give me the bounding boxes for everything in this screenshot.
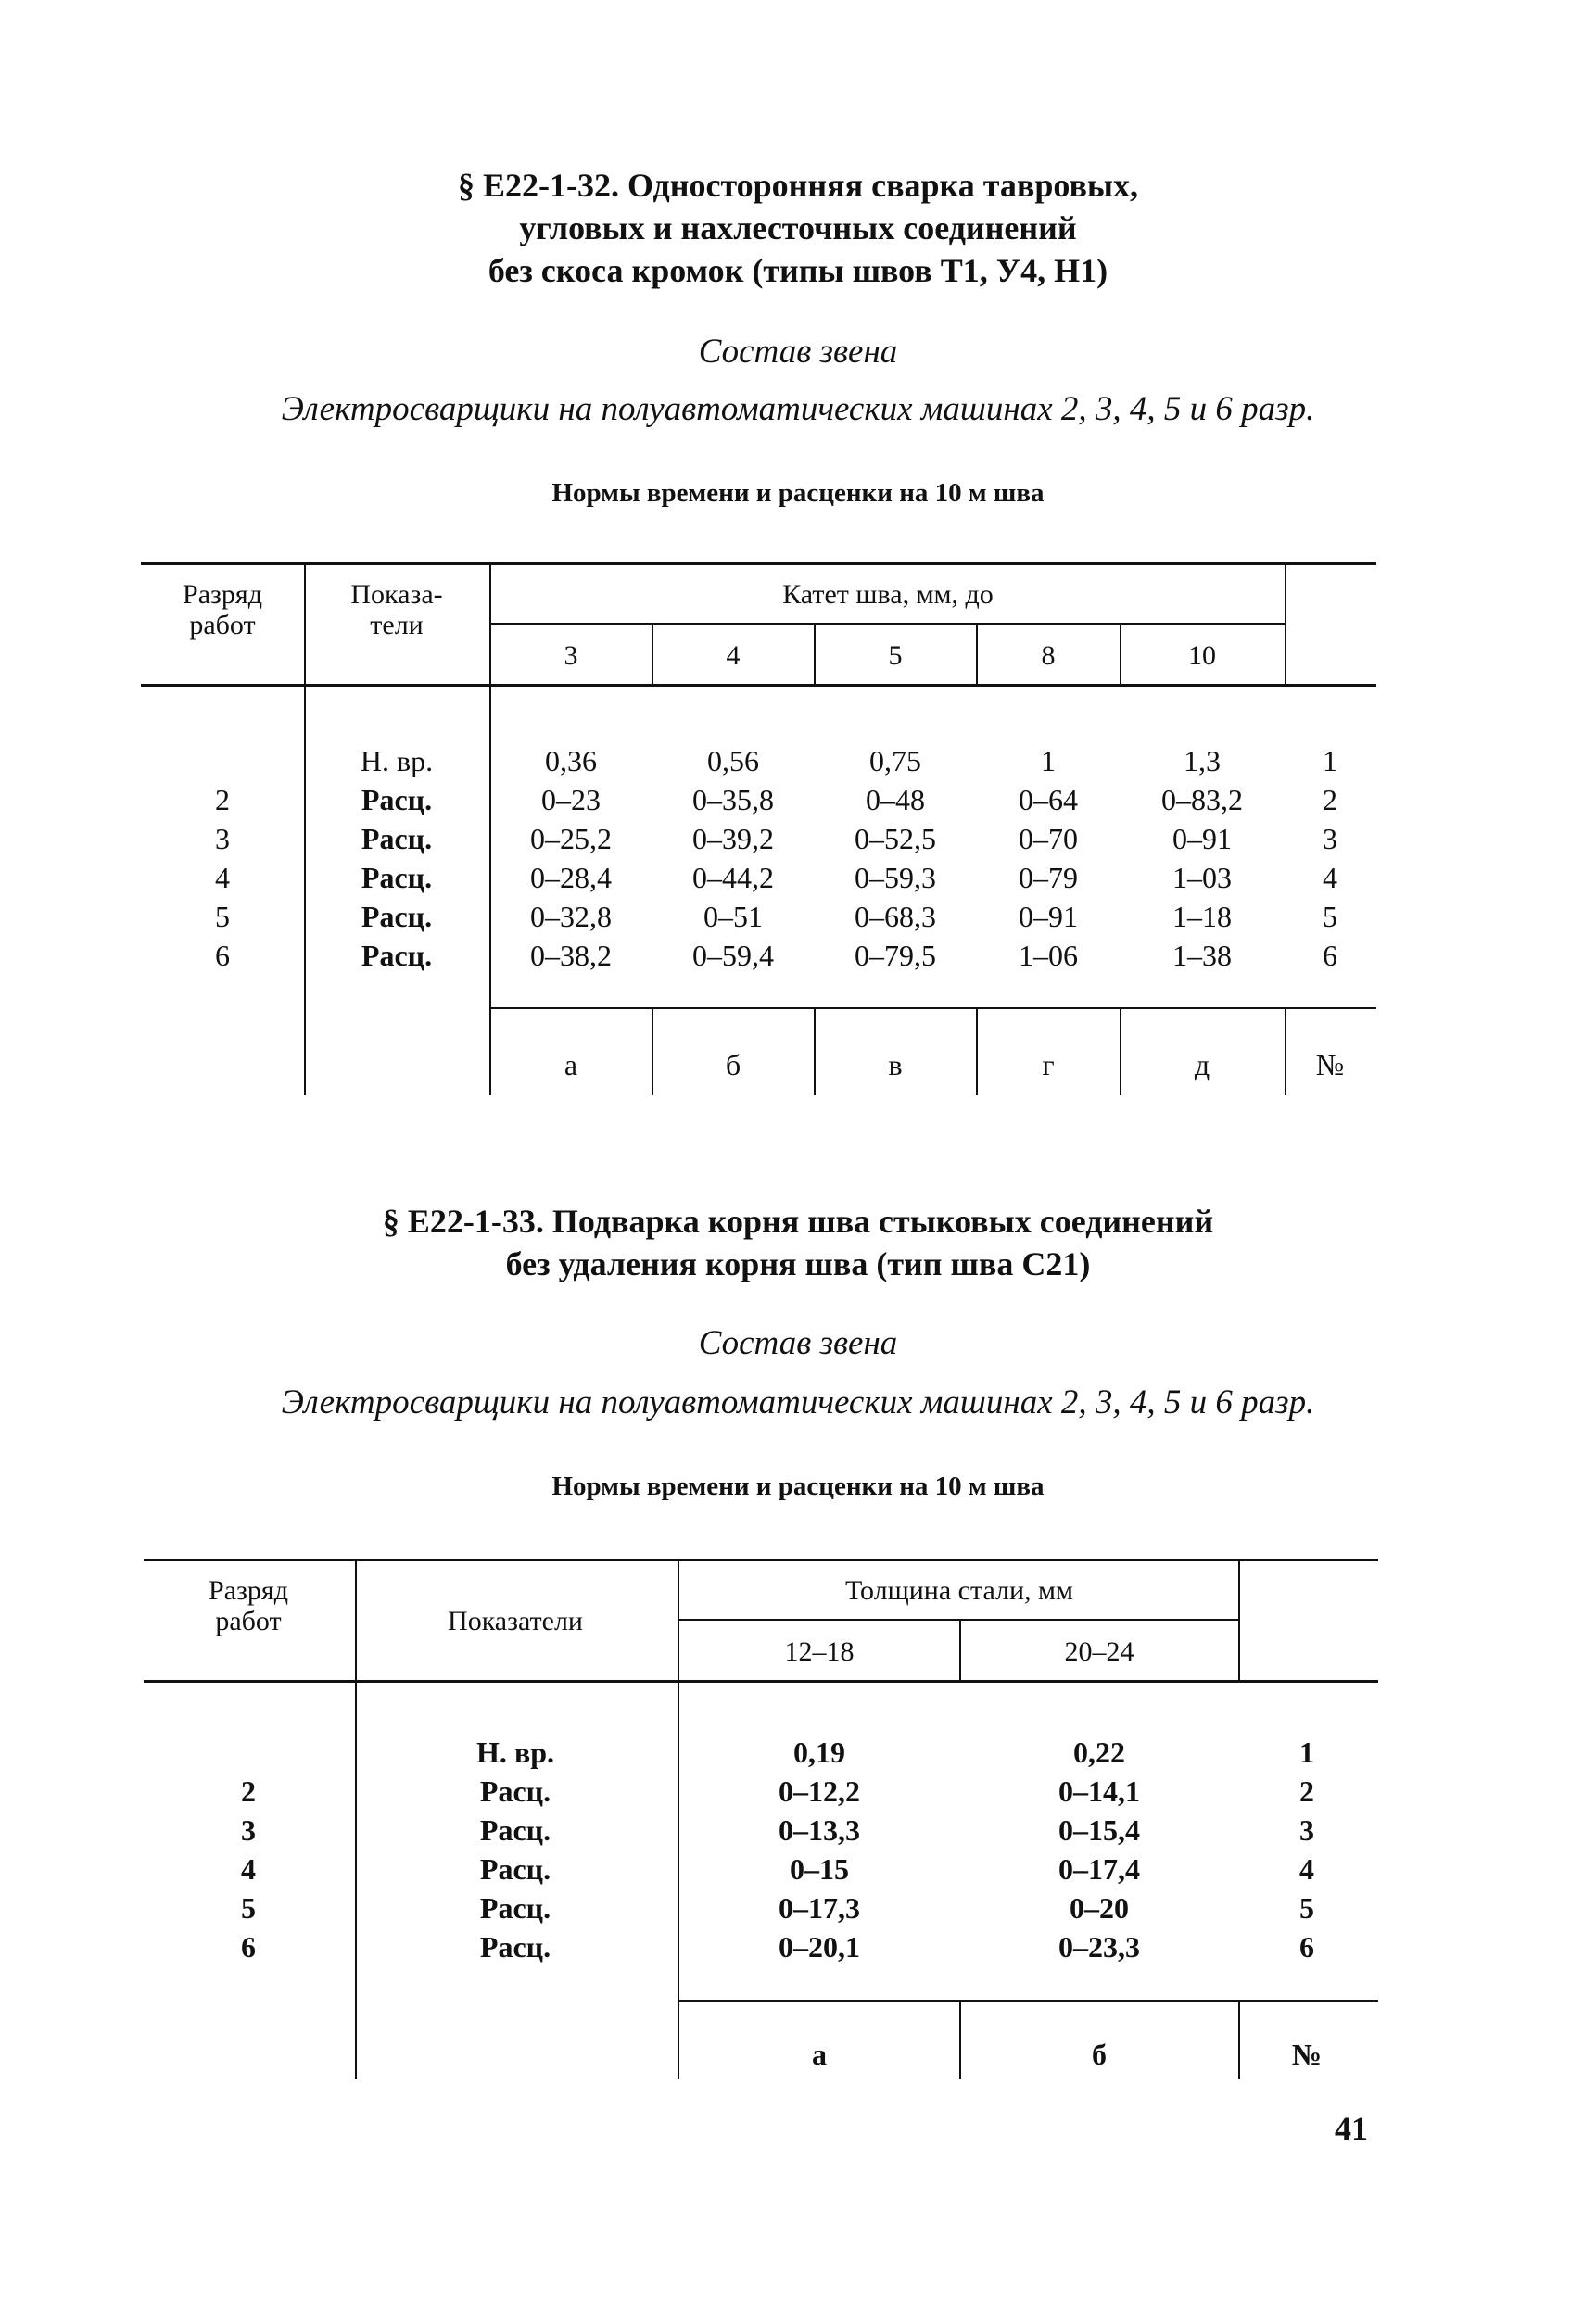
table-rule [959,1619,961,1680]
group-header: Катет шва, мм, до [782,579,994,610]
row-indicator: Н. вр. [476,1736,554,1769]
row-rank: 4 [215,861,230,894]
table-rule [304,562,306,1095]
row-indicator: Расц. [479,1930,551,1964]
table-rule [652,1007,653,1095]
size-header: 20–24 [1064,1636,1134,1667]
row-rank: 6 [215,939,230,972]
row-value: 0–15,4 [1058,1813,1140,1847]
section2-crew-text: Электросварщики на полуавтоматических машинах 2, 3, 4, 5 и 6 разр. [281,1383,1315,1421]
row-value: 1,3 [1184,744,1221,777]
row-indicator: Расц. [361,783,433,816]
table-rule [814,1007,816,1095]
col-rank-header-line2: работ [215,1606,282,1636]
section1-caption: Нормы времени и расценки на 10 м шва [551,478,1045,508]
col-indicator-header-line2: тели [370,610,424,640]
col-rank-header-line1: Разряд [209,1575,288,1606]
row-value: 0–68,3 [855,900,936,933]
table-rule [1238,2000,1240,2079]
row-number: 3 [1323,822,1337,855]
table-rule [814,623,816,684]
row-value: 1 [1041,744,1056,777]
row-value: 0–35,8 [692,783,774,816]
row-indicator: Расц. [479,1813,551,1847]
row-indicator: Расц. [361,861,433,894]
column-letter: г [1042,1048,1055,1081]
table-rule [1285,1007,1286,1095]
size-header: 10 [1188,640,1216,671]
row-value: 0–32,8 [530,900,612,933]
table-rule [1238,1559,1240,1680]
section2-title-line1: § Е22-1-33. Подварка корня шва стыковых соединений [382,1203,1214,1240]
section2-title-line2: без удаления корня шва (тип шва С21) [505,1245,1091,1282]
row-number: 2 [1323,783,1337,816]
table-rule [1120,1007,1121,1095]
row-value: 0,19 [793,1736,845,1769]
row-value: 0–59,3 [855,861,936,894]
row-value: 0–79 [1019,861,1078,894]
row-value: 0–14,1 [1058,1775,1140,1808]
row-rank: 2 [241,1775,256,1808]
row-value: 0–17,4 [1058,1852,1140,1886]
row-value: 0–13,3 [779,1813,860,1847]
size-header: 4 [726,640,741,671]
number-label: № [1315,1048,1345,1081]
table-rule [489,562,491,1095]
row-indicator: Расц. [361,822,433,855]
col-indicator-header-line1: Показа- [350,579,443,610]
page-number: 41 [1335,2110,1368,2147]
table-rule [141,562,1376,565]
row-value: 0,36 [545,744,597,777]
section1-title-line2: угловых и нахлесточных соединений [519,209,1077,246]
row-indicator: Расц. [479,1891,551,1925]
table-rule [652,623,653,684]
table-rule [976,1007,978,1095]
table-rule [491,623,1286,625]
row-rank: 2 [215,783,230,816]
table-rule [1120,623,1121,684]
section2-caption: Нормы времени и расценки на 10 м шва [551,1471,1045,1501]
table-rule [144,1559,1378,1561]
row-number: 1 [1323,744,1337,777]
number-label: № [1291,2038,1323,2071]
table-rule [679,2000,1378,2002]
table-rule [144,1680,1378,1683]
table-rule [355,1559,357,2079]
row-rank: 5 [215,900,230,933]
row-value: 0–12,2 [779,1775,860,1808]
row-rank: 6 [241,1930,256,1964]
row-number: 3 [1299,1813,1314,1847]
row-value: 0–83,2 [1161,783,1243,816]
col-rank-header-line2: работ [189,610,256,640]
row-value: 0–17,3 [779,1891,860,1925]
row-value: 0–51 [703,900,763,933]
row-indicator: Расц. [479,1852,551,1886]
size-header: 5 [888,640,903,671]
row-value: 0–20,1 [779,1930,860,1964]
row-value: 0–48 [866,783,925,816]
size-header: 3 [564,640,578,671]
row-indicator: Расц. [361,939,433,972]
row-value: 0,56 [707,744,759,777]
col-indicator-header: Показатели [448,1606,583,1636]
row-value: 0–59,4 [692,939,774,972]
row-number: 5 [1299,1891,1314,1925]
row-value: 0,75 [869,744,921,777]
row-value: 0–23 [541,783,601,816]
row-value: 0–64 [1019,783,1078,816]
row-value: 1–03 [1172,861,1232,894]
row-value: 0–28,4 [530,861,612,894]
column-letter: б [1092,2038,1107,2071]
row-value: 0–52,5 [855,822,936,855]
row-value: 0–25,2 [530,822,612,855]
row-value: 1–18 [1172,900,1232,933]
row-value: 0–79,5 [855,939,936,972]
row-value: 0–91 [1019,900,1078,933]
row-value: 0–70 [1019,822,1078,855]
row-indicator: Расц. [361,900,433,933]
row-value: 0–23,3 [1058,1930,1140,1964]
size-header: 8 [1041,640,1056,671]
row-rank: 4 [241,1852,256,1886]
table-rule [141,684,1376,687]
column-letter: а [564,1048,578,1081]
column-letter: в [888,1048,903,1081]
row-value: 0,22 [1073,1736,1125,1769]
row-number: 1 [1299,1736,1314,1769]
column-letter: д [1194,1048,1210,1081]
row-rank: 3 [215,822,230,855]
row-value: 0–44,2 [692,861,774,894]
column-letter: б [725,1048,741,1081]
row-number: 4 [1299,1852,1314,1886]
table-rule [959,2000,961,2079]
row-value: 1–38 [1172,939,1232,972]
row-indicator: Расц. [479,1775,551,1808]
table-rule [491,1007,1376,1009]
row-indicator: Н. вр. [360,744,434,777]
row-rank: 3 [241,1813,256,1847]
table-rule [976,623,978,684]
section1-crew-text: Электросварщики на полуавтоматических машинах 2, 3, 4, 5 и 6 разр. [281,390,1315,428]
row-number: 6 [1323,939,1337,972]
row-value: 0–39,2 [692,822,774,855]
row-value: 0–15 [790,1852,849,1886]
row-value: 0–38,2 [530,939,612,972]
section1-title-line1: § Е22-1-32. Односторонняя сварка тавровых, [458,167,1138,204]
row-number: 4 [1323,861,1337,894]
table-rule [678,1559,679,2079]
row-rank: 5 [241,1891,256,1925]
col-rank-header-line1: Разряд [183,579,262,610]
row-value: 0–91 [1172,822,1232,855]
row-number: 2 [1299,1775,1314,1808]
column-letter: а [812,2038,827,2071]
size-header: 12–18 [784,1636,855,1667]
group-header: Толщина стали, мм [844,1575,1074,1606]
row-number: 6 [1299,1930,1314,1964]
row-number: 5 [1323,900,1337,933]
section1-title-line3: без скоса кромок (типы швов Т1, У4, Н1) [488,252,1108,289]
section1-crew-heading: Состав звена [698,333,898,371]
row-value: 1–06 [1019,939,1078,972]
section2-crew-heading: Состав звена [698,1324,898,1362]
table-rule [1285,562,1286,684]
row-value: 0–20 [1070,1891,1129,1925]
